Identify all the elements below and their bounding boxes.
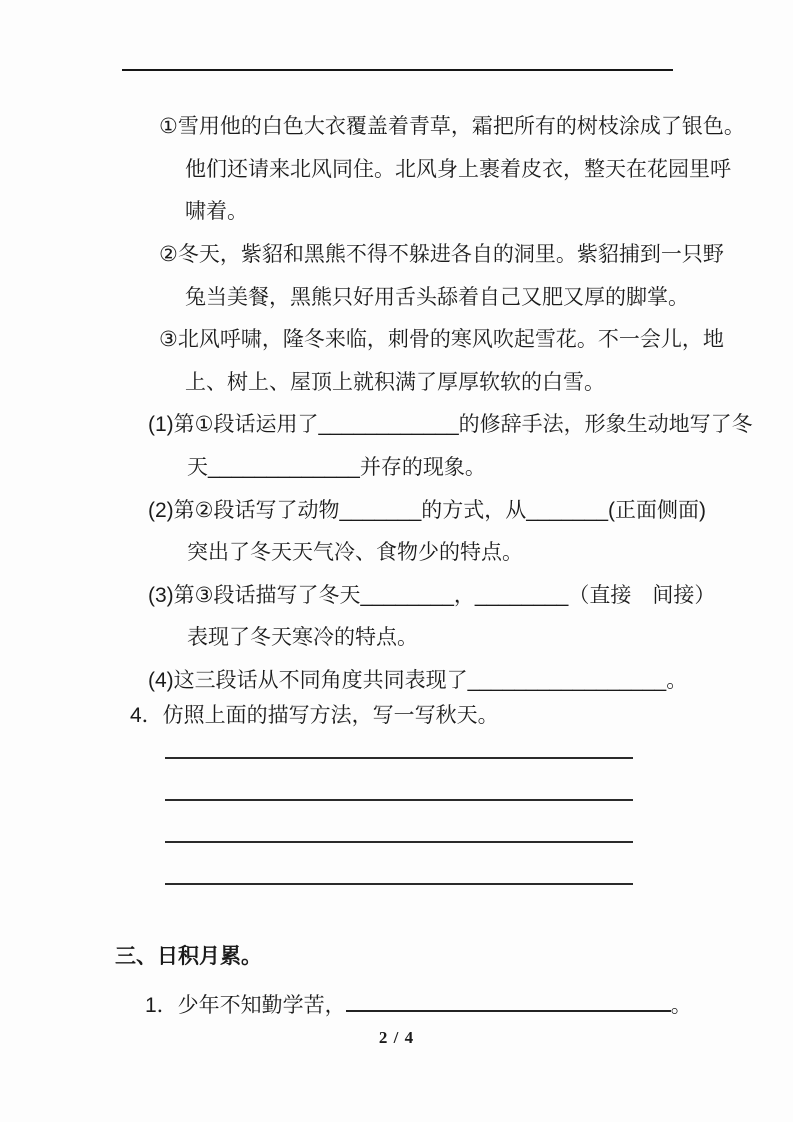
passage-1-line: ①雪用他的白色大衣覆盖着青草，霜把所有的树枝涂成了银色。 [159,115,745,139]
task-4-label: 4．仿照上面的描写方法，写一写秋天。 [130,704,499,727]
header-rule [122,69,673,71]
passage-1-line: 他们还请来北风同住。北风身上裹着皮衣，整天在花园里呼 [185,157,731,181]
section-3-heading: 三、日积月累。 [115,945,262,968]
passage-2-line: 兔当美餐，黑熊只好用舌头舔着自己又肥又厚的脚掌。 [185,285,689,309]
question-3-line: 表现了冬天寒冷的特点。 [187,626,418,650]
passage-3-line: ③北风呼啸，隆冬来临，刺骨的寒风吹起雪花。不一会儿，地 [159,328,724,352]
reading-exercise-section [0,104,793,700]
question-1-line: 天_____________并存的现象。 [187,456,486,480]
memorization-item-1 [145,988,692,1019]
answer-blank [346,988,671,1012]
item-1-prefix: 1．少年不知勤学苦， [145,994,346,1017]
question-4-line: (4)这三段话从不同角度共同表现了_________________。 [148,669,688,693]
question-2-line: 突出了冬天天气冷、食物少的特点。 [187,541,523,565]
answer-line [165,883,633,885]
question-3-line: (3)第③段话描写了冬天________，________（直接 间接） [148,583,716,607]
page-number: 2 / 4 [378,1028,415,1047]
passage-1-line: 啸着。 [185,200,248,224]
answer-line [165,841,633,843]
answer-line [165,757,633,759]
passage-2-line: ②冬天，紫貂和黑熊不得不躲进各自的洞里。紫貂捕到一只野 [159,243,724,267]
question-2-line: (2)第②段话写了动物_______的方式，从_______(正面侧面) [148,498,706,522]
item-1-period: 。 [670,994,692,1017]
question-1-line: (1)第①段话运用了____________的修辞手法，形象生动地写了冬 [148,413,753,437]
answer-line [165,799,633,801]
passage-3-line: 上、树上、屋顶上就积满了厚厚软软的白雪。 [185,370,605,394]
